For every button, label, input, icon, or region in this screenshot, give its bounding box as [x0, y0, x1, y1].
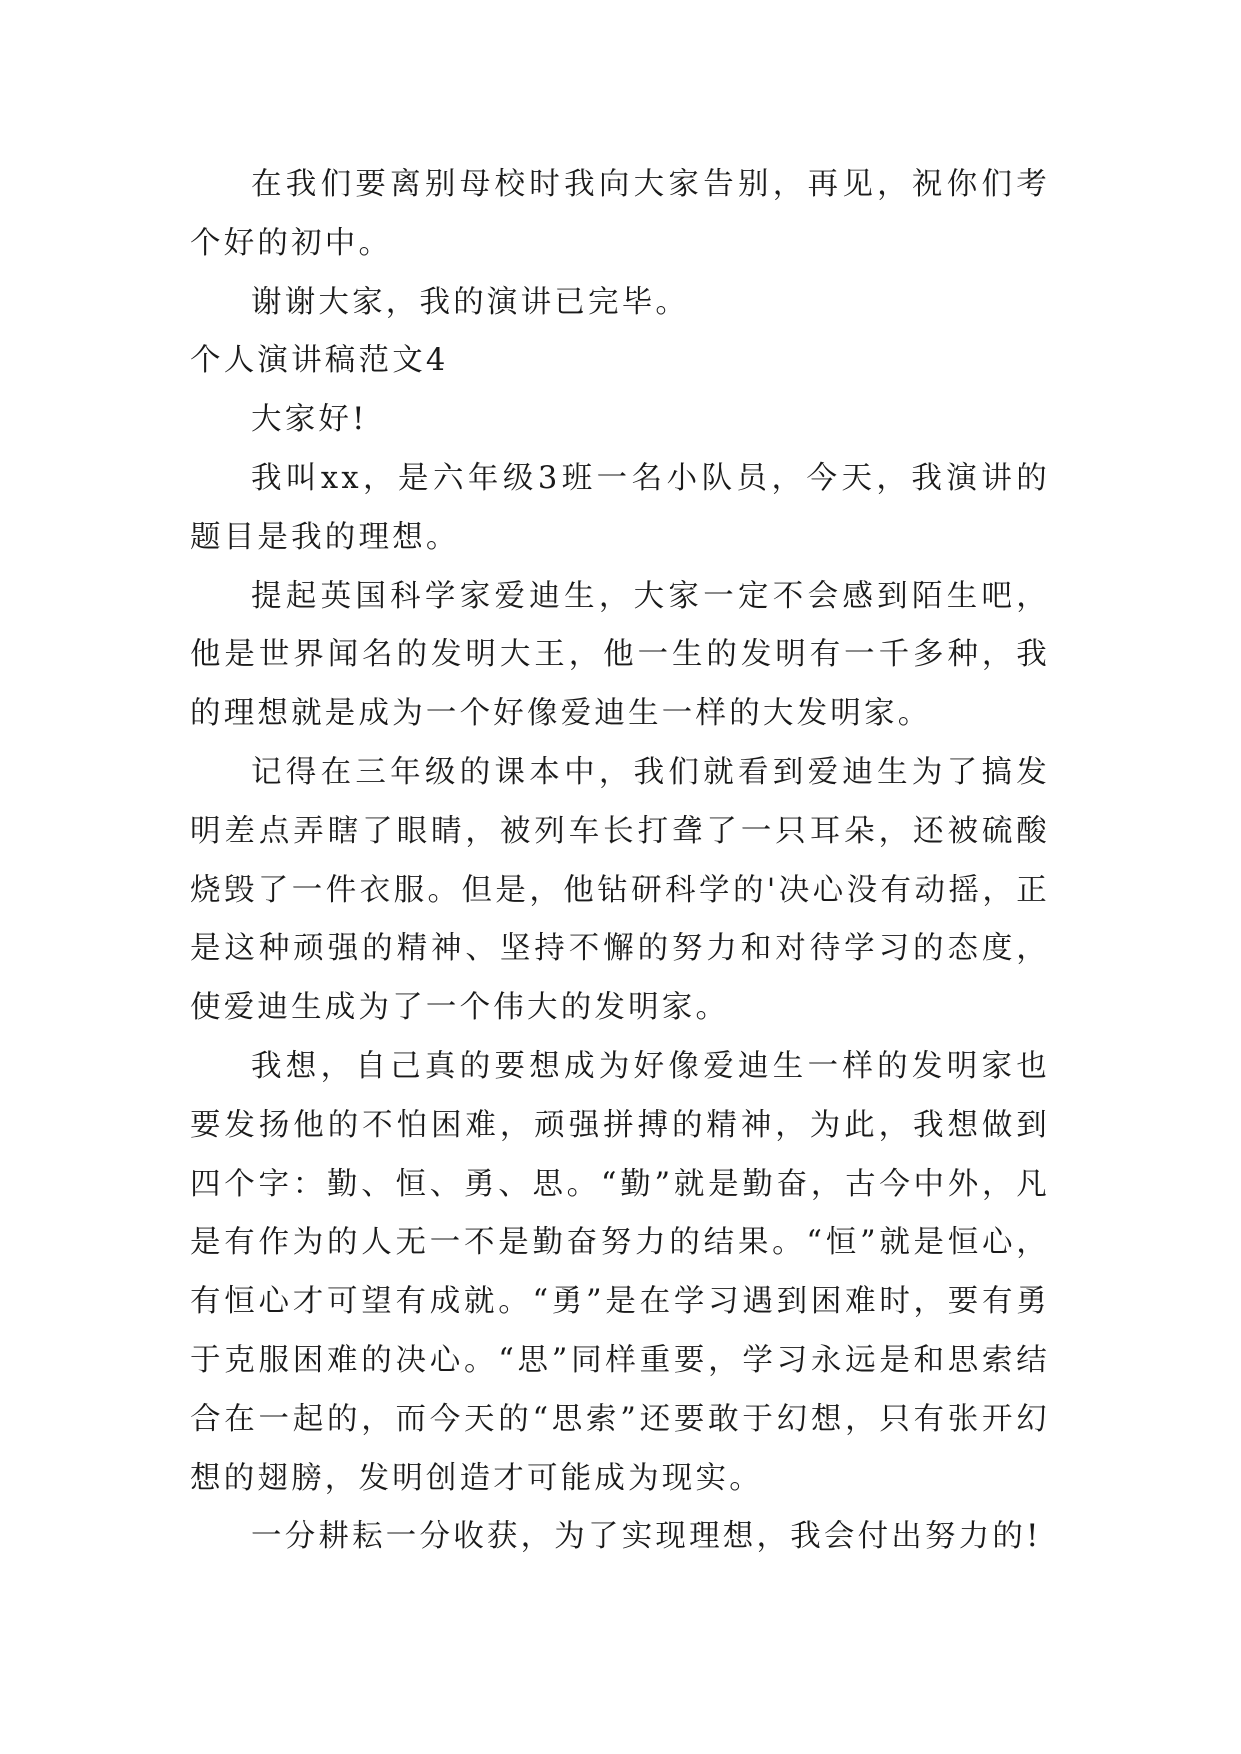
four-words-paragraph: 我想，自己真的要想成为好像爱迪生一样的发明家也要发扬他的不怕困难，顽强拼搏的精神，为此，我想做到四个字：勤、恒、勇、思。“勤”就是勤奋，古今中外，凡是有作为的人无一不是勤奋努力的结果。“恒”就是恒心，有恒心才可望有成就。“勇”是在学习遇到困难时，要有勇于克服困难的决心。“思”同样重要，学习永远是和思索结合在一起的，而今天的“思索”还要敢于幻想，只有张开幻想的翅膀，发明创造才可能成为现实。 — [190, 1048, 1050, 1496]
textbook-paragraph: 记得在三年级的课本中，我们就看到爱迪生为了搞发明差点弄瞎了眼睛，被列车长打聋了一只耳朵，还被硫酸烧毁了一件衣服。但是，他钻研科学的'决心没有动摇，正是这种顽强的精神、坚持不懈的努力和对待学习的态度，使爱迪生成为了一个伟大的发明家。 — [190, 754, 1050, 1026]
farewell-paragraph: 在我们要离别母校时我向大家告别，再见，祝你们考个好的初中。 — [190, 167, 1050, 261]
intro-paragraph: 我叫xx，是六年级3班一名小队员，今天，我演讲的题目是我的理想。 — [190, 460, 1050, 555]
thanks-paragraph: 谢谢大家，我的演讲已完毕。 — [251, 284, 690, 320]
edison-paragraph: 提起英国科学家爱迪生，大家一定不会感到陌生吧，他是世界闻名的发明大王，他一生的发明有一千多种，我的理想就是成为一个好像爱迪生一样的大发明家。 — [190, 578, 1050, 732]
greeting-paragraph: 大家好! — [251, 402, 368, 438]
section-heading: 个人演讲稿范文4 — [190, 343, 449, 379]
closing-paragraph: 一分耕耘一分收获，为了实现理想，我会付出努力的! — [251, 1519, 1042, 1555]
document-body — [190, 156, 1050, 1567]
